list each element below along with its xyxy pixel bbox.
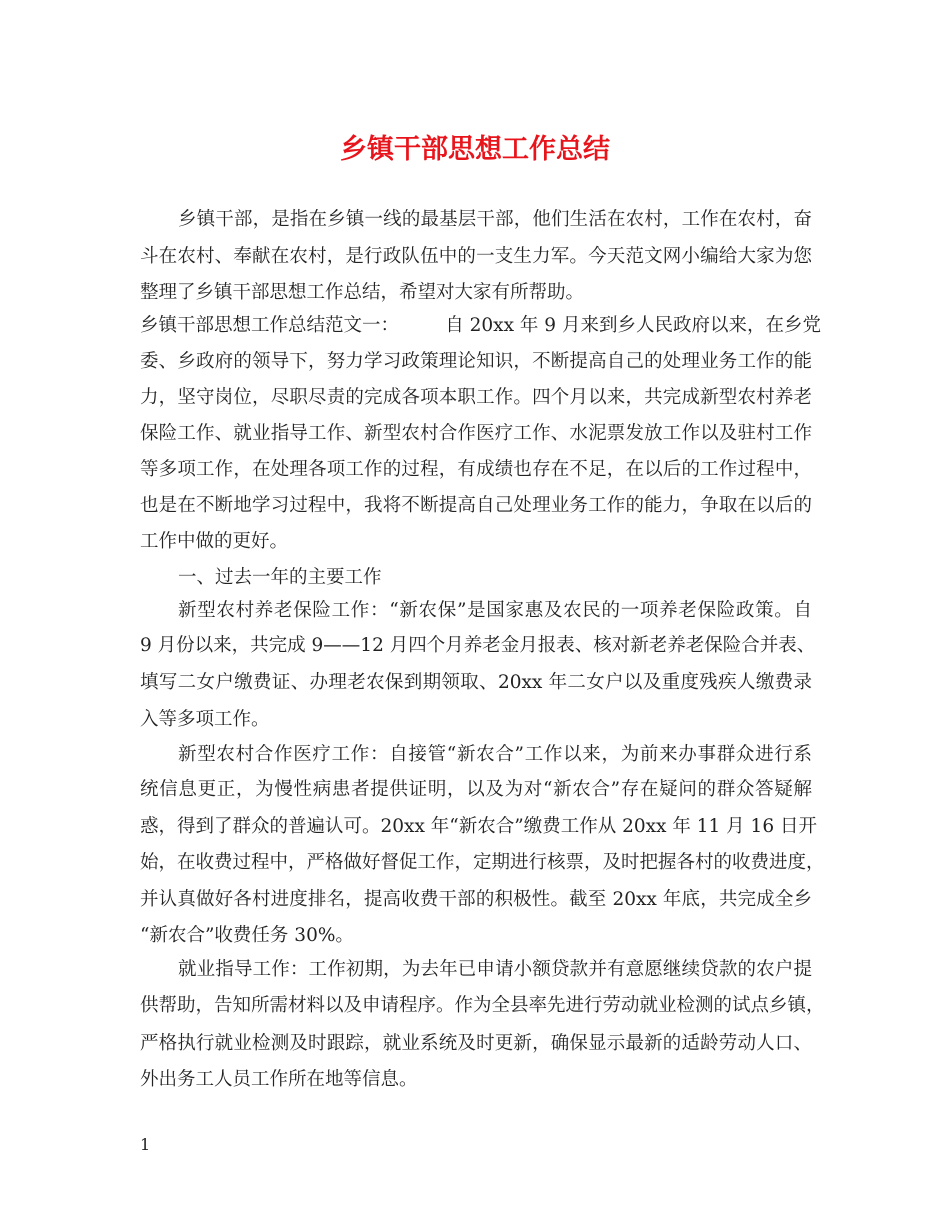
text-line: 新型农村合作医疗工作：自接管“新农合”工作以来，为前来办事群众进行系 [178,744,812,765]
text-line: 惑，得到了群众的普遍认可。20xx 年“新农合”缴费工作从 20xx 年 11 月 16 日开 [140,816,817,837]
text-line: 一、过去一年的主要工作 [178,567,382,588]
text-line: 统信息更正，为慢性病患者提供证明，以及为对“新农合”存在疑问的群众答疑解 [140,779,812,800]
text-line: 委、乡政府的领导下，努力学习政策理论知识，不断提高自己的处理业务工作的能 [140,351,812,372]
text-line: 保险工作、就业指导工作、新型农村合作医疗工作、水泥票发放工作以及驻村工作 [140,423,812,444]
text-line: 乡镇干部思想工作总结范文一： 自 20xx 年 9 月来到乡人民政府以来，在乡党 [140,315,821,336]
text-line: 9 月份以来，共完成 9——12 月四个月养老金月报表、核对新老养老保险合并表、 [140,635,816,656]
text-line: 斗在农村、奉献在农村，是行政队伍中的一支生力军。今天范文网小编给大家为您 [140,246,812,267]
text-line: 外出务工人员工作所在地等信息。 [140,1069,418,1090]
page-number: 1 [140,1135,151,1154]
text-line: 整理了乡镇干部思想工作总结，希望对大家有所帮助。 [140,282,585,303]
text-line: 填写二女户缴费证、办理老农保到期领取、20xx 年二女户以及重度残疾人缴费录 [140,672,812,693]
text-line: 始，在收费过程中，严格做好督促工作，定期进行核票，及时把握各村的收费进度， [140,852,825,873]
text-line: 入等多项工作。 [140,709,270,730]
text-line: 严格执行就业检测及时跟踪，就业系统及时更新，确保显示最新的适龄劳动人口、 [140,1033,812,1054]
text-line: 乡镇干部，是指在乡镇一线的最基层干部，他们生活在农村，工作在农村，奋 [178,209,812,230]
text-line: 并认真做好各村进度排名，提高收费干部的积极性。截至 20xx 年底，共完成全乡 [140,889,812,910]
text-line: 工作中做的更好。 [140,531,289,552]
text-line: 也是在不断地学习过程中，我将不断提高自己处理业务工作的能力，争取在以后的 [140,495,812,516]
text-line: 供帮助，告知所需材料以及申请程序。作为全县率先进行劳动就业检测的试点乡镇， [140,995,825,1016]
text-line: “新农合”收费任务 30%。 [140,925,354,946]
text-line: 新型农村养老保险工作：“新农保”是国家惠及农民的一项养老保险政策。自 [178,600,812,621]
text-line: 等多项工作，在处理各项工作的过程，有成绩也存在不足，在以后的工作过程中， [140,459,812,480]
text-line: 就业指导工作：工作初期，为去年已申请小额贷款并有意愿继续贷款的农户提 [178,959,812,980]
document-title: 乡镇干部思想工作总结 [340,134,610,165]
text-line: 力，坚守岗位，尽职尽责的完成各项本职工作。四个月以来，共完成新型农村养老 [140,387,812,408]
